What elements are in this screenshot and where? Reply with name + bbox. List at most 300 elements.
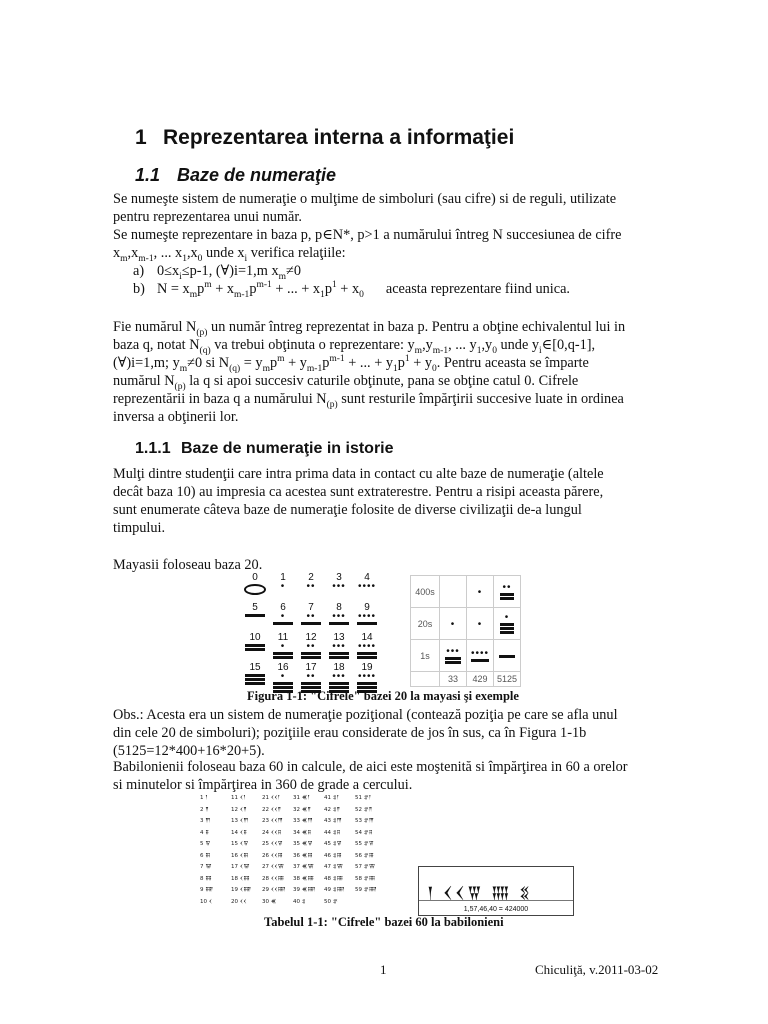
table-row: 400s • •• bbox=[411, 576, 521, 608]
cuneiform-icon: 𒌋 bbox=[208, 898, 213, 905]
numeral-label: 4 bbox=[200, 829, 206, 836]
babylon-column bbox=[262, 793, 292, 908]
numeral-label: 37 bbox=[293, 864, 302, 870]
maya-digit-label: 15 bbox=[249, 662, 261, 673]
numeral-label: 30 bbox=[262, 898, 271, 905]
numeral-label: 29 bbox=[262, 887, 271, 893]
total-value: 5125 bbox=[494, 672, 521, 687]
paragraph-base-p bbox=[113, 226, 655, 298]
cuneiform-icon: 𒐐𒁹 bbox=[363, 795, 372, 801]
dots-icon: ••• bbox=[332, 611, 346, 622]
babylon-column bbox=[293, 793, 323, 908]
cuneiform-icon: 𒐋 bbox=[205, 852, 211, 859]
cuneiform-icon: 𒌋𒌋𒐊 bbox=[270, 841, 283, 847]
numeral-label: 44 bbox=[324, 829, 333, 836]
cuneiform-icon: 𒌋𒌋𒐈 bbox=[270, 818, 283, 824]
numeral-label: 47 bbox=[324, 864, 333, 870]
bar-icon bbox=[329, 682, 349, 685]
numeral-label: 46 bbox=[324, 852, 333, 859]
dots-icon: •••• bbox=[357, 671, 376, 682]
babylon-numeral bbox=[262, 851, 292, 863]
dots-icon: • bbox=[280, 611, 286, 622]
maya-digit-label: 11 bbox=[277, 632, 289, 643]
cuneiform-icon: 𒐈 bbox=[205, 818, 211, 824]
maya-digit bbox=[326, 572, 352, 591]
babylon-numeral bbox=[324, 897, 354, 909]
numeral-label: 2 bbox=[200, 806, 206, 813]
maya-digit bbox=[326, 602, 352, 625]
bar-icon bbox=[301, 656, 321, 659]
cuneiform-icon: 𒌍𒐍 bbox=[301, 875, 315, 882]
babylon-numeral bbox=[324, 805, 354, 817]
cuneiform-icon: 𒐉 bbox=[205, 829, 210, 836]
cuneiform-icon: 𒐐 bbox=[332, 898, 338, 905]
numeral-label: 58 bbox=[355, 875, 364, 882]
cuneiform-icon: 𒌋𒐊 bbox=[239, 841, 249, 847]
numeral-label: 8 bbox=[200, 875, 206, 882]
babylon-numeral bbox=[293, 862, 323, 874]
numeral-label: 43 bbox=[324, 818, 333, 824]
cuneiform-icon: 𒌋𒌋𒁹 bbox=[270, 795, 280, 801]
maya-digit bbox=[242, 572, 268, 595]
babylon-example-box bbox=[418, 866, 574, 916]
babylon-numeral bbox=[200, 874, 230, 886]
numeral-label: 39 bbox=[293, 887, 302, 893]
cuneiform-icon: 𒐍 bbox=[205, 875, 212, 882]
text-line: inversa a obţinerii lor. bbox=[113, 409, 239, 425]
maya-digit bbox=[354, 632, 380, 659]
numeral-label: 21 bbox=[262, 795, 271, 801]
babylon-numeral bbox=[262, 816, 292, 828]
maya-digit-label: 18 bbox=[333, 662, 345, 673]
numeral-label: 9 bbox=[200, 887, 206, 893]
babylon-numeral bbox=[355, 874, 385, 886]
numeral-label: 38 bbox=[293, 875, 302, 882]
babylon-numeral bbox=[262, 897, 292, 909]
maya-digit-label: 5 bbox=[252, 602, 258, 613]
text-line: baza q, notat $N_{(q)}$ va trebui obţinuta o reprezentare: $y_m,y_{m-1}$, ... $y_1,y_0$ unde $y_i\in[0,q-1]$, bbox=[113, 337, 596, 356]
babylon-numeral bbox=[231, 839, 261, 851]
cuneiform-icon: 𒌍𒐊 bbox=[301, 841, 313, 847]
numeral-label: 25 bbox=[262, 841, 271, 847]
cuneiform-icon: 𒌍𒁹 bbox=[301, 795, 310, 801]
numeral-label: 18 bbox=[231, 875, 240, 882]
text-line: si minutelor si împărţirea in 360 de grade a cercului. bbox=[113, 777, 413, 793]
bar-icon bbox=[273, 656, 293, 659]
maya-digit-label: 7 bbox=[308, 602, 314, 613]
cuneiform-icon: 𒌋𒌋𒈫 bbox=[270, 806, 282, 813]
cuneiform-icon: 𒌍𒐋 bbox=[301, 852, 313, 859]
cuneiform-icon: 𒌋𒈫 bbox=[239, 806, 247, 813]
numeral-label: 56 bbox=[355, 852, 364, 859]
maya-digit-label: 10 bbox=[249, 632, 261, 643]
text-line: $x_m,x_{m-1}$, ... $x_1,x_0$ unde $x_i$ verifica relaţiile: bbox=[113, 245, 346, 264]
total-value: 429 bbox=[467, 672, 494, 687]
babylon-numeral bbox=[324, 851, 354, 863]
babylon-numeral bbox=[231, 805, 261, 817]
cuneiform-icon: 𒐏𒁹 bbox=[332, 795, 339, 801]
bar-icon bbox=[245, 674, 265, 677]
bar-icon bbox=[357, 682, 377, 685]
table-row bbox=[411, 672, 521, 687]
cuneiform-icon: 𒌋𒐉 bbox=[239, 829, 247, 836]
chapter-title: Reprezentarea interna a informaţiei bbox=[163, 126, 515, 149]
list-item-b: b) $N = x_mp^m + x_{m-1}p^{m-1}$ + ... + $x_1p^1 + x_0$ aceasta reprezentare fiind unica. bbox=[133, 280, 571, 300]
maya-digit-label: 13 bbox=[333, 632, 345, 643]
numeral-label: 27 bbox=[262, 864, 271, 870]
babylon-numeral bbox=[231, 874, 261, 886]
numeral-label: 12 bbox=[231, 806, 240, 813]
babylon-numeral bbox=[200, 793, 230, 805]
maya-digit bbox=[242, 662, 268, 685]
maya-digit-label: 16 bbox=[277, 662, 289, 673]
paragraph-observation bbox=[113, 706, 655, 760]
numeral-label: 6 bbox=[200, 852, 206, 859]
numeral-label: 52 bbox=[355, 806, 364, 813]
babylon-numeral bbox=[231, 851, 261, 863]
babylon-numeral bbox=[262, 828, 292, 840]
text-line: din cele 20 de simboluri); poziţiile erau considerate de jos în sus, ca în Figura 1-1b bbox=[113, 725, 587, 741]
numeral-label: 5 bbox=[200, 841, 206, 847]
dots-icon: •••• bbox=[357, 641, 376, 652]
numeral-label: 11 bbox=[231, 795, 240, 801]
babylon-numeral bbox=[324, 874, 354, 886]
cuneiform-icon: 𒐐𒐋 bbox=[363, 852, 374, 859]
dots-icon: ••• bbox=[332, 581, 346, 592]
cuneiform-icon: 𒐏𒈫 bbox=[332, 806, 341, 813]
cuneiform-icon: 𒁹 bbox=[205, 795, 208, 801]
cuneiform-icon: 𒐐𒐊 bbox=[363, 841, 374, 847]
text-line: Se numeşte reprezentare in baza p, p∈N*, p>1 a numărului întreg N succesiunea de cifre bbox=[113, 227, 622, 243]
babylon-numeral bbox=[324, 839, 354, 851]
paragraph-conversion bbox=[113, 318, 655, 426]
babylon-numeral bbox=[324, 862, 354, 874]
cuneiform-icon: 𒐐𒈫 bbox=[363, 806, 373, 813]
babylon-numeral bbox=[262, 793, 292, 805]
bar-icon bbox=[245, 644, 265, 647]
row-label: 1s bbox=[411, 640, 440, 672]
numeral-label: 35 bbox=[293, 841, 302, 847]
maya-digit bbox=[298, 632, 324, 659]
cuneiform-icon: 𒐏𒐎 bbox=[332, 887, 345, 893]
babylon-numeral bbox=[355, 793, 385, 805]
text-line: decât baza 10) au impresia ca acestea sunt extraterestre. Pentru a risipi aceasta părere, bbox=[113, 484, 604, 500]
cuneiform-icon: 𒐐𒐎 bbox=[363, 887, 377, 893]
babylon-numeral bbox=[200, 851, 230, 863]
numeral-label: 22 bbox=[262, 806, 271, 813]
babylon-numeral bbox=[200, 897, 230, 909]
cuneiform-icon: 𒌍 bbox=[270, 898, 277, 905]
maya-digit-label: 1 bbox=[280, 572, 286, 583]
babylon-numeral bbox=[324, 885, 354, 897]
babylon-numeral bbox=[200, 885, 230, 897]
bar-icon bbox=[357, 656, 377, 659]
cuneiform-icon: 𒐏𒐍 bbox=[332, 875, 344, 882]
numeral-label: 15 bbox=[231, 841, 240, 847]
text-line: Se numeşte sistem de numeraţie o mulţime de simboluri (sau cifre) si de reguli, utilizate bbox=[113, 191, 617, 207]
text-line: Babilonienii foloseau baza 60 in calcule, de aici este moştenită si împărţirea in 60 a orelor bbox=[113, 759, 628, 775]
babylon-numeral bbox=[231, 816, 261, 828]
cuneiform-icon: 𒐏𒐉 bbox=[332, 829, 341, 836]
numeral-label: 59 bbox=[355, 887, 364, 893]
numeral-label: 32 bbox=[293, 806, 302, 813]
cuneiform-icon: 𒌋𒌋𒐉 bbox=[270, 829, 282, 836]
numeral-label: 53 bbox=[355, 818, 364, 824]
bar-icon bbox=[273, 652, 293, 655]
babylon-numeral bbox=[200, 839, 230, 851]
babylon-numeral bbox=[262, 862, 292, 874]
babylon-numeral bbox=[231, 885, 261, 897]
cuneiform-icon: 𒐐𒐌 bbox=[363, 864, 376, 870]
cuneiform-icon: 𒌋𒐌 bbox=[239, 864, 250, 870]
list-item-a: a) $0\le x_i\le p-1$, (∀)i=1,m $x_m\ne 0$ bbox=[133, 263, 301, 282]
numeral-label: 49 bbox=[324, 887, 333, 893]
bar-icon bbox=[245, 682, 265, 685]
text-line: numărul $N_{(p)}$ la q si apoi succesiv caturile obţinute, pana se obţine catul 0. Cifrele bbox=[113, 373, 579, 392]
paragraph-history bbox=[113, 465, 655, 537]
maya-digit-label: 6 bbox=[280, 602, 286, 613]
numeral-label: 17 bbox=[231, 864, 240, 870]
babylon-numeral bbox=[355, 828, 385, 840]
bar-icon bbox=[245, 614, 265, 617]
section-number: 1.1 bbox=[135, 165, 161, 185]
paragraph-definition bbox=[113, 190, 655, 226]
section-heading bbox=[135, 165, 336, 186]
numeral-label: 50 bbox=[324, 898, 333, 905]
babylon-numeral bbox=[355, 851, 385, 863]
total-value: 33 bbox=[440, 672, 467, 687]
babylon-numeral bbox=[200, 816, 230, 828]
numeral-label: 1 bbox=[200, 795, 206, 801]
babylon-numeral bbox=[200, 862, 230, 874]
cuneiform-icon: 𒌍𒈫 bbox=[301, 806, 311, 813]
dots-icon: •••• bbox=[357, 611, 376, 622]
text-line: pentru reprezentarea unui număr. bbox=[113, 209, 302, 225]
cuneiform-icon: 𒌋𒐍 bbox=[239, 875, 250, 882]
maya-intro bbox=[113, 556, 655, 574]
maya-digit-label: 8 bbox=[336, 602, 342, 613]
babylon-numeral bbox=[355, 885, 385, 897]
chapter-number: 1 bbox=[135, 126, 147, 149]
text-line: Fie numărul $N_{(p)}$ un număr întreg reprezentat in baza p. Pentru a obţine echivalentul lui in bbox=[113, 319, 626, 338]
numeral-label: 7 bbox=[200, 864, 206, 870]
cuneiform-icon: 𒐎 bbox=[205, 887, 214, 893]
babylon-numeral bbox=[293, 851, 323, 863]
numeral-label: 10 bbox=[200, 898, 209, 905]
numeral-label: 28 bbox=[262, 875, 271, 882]
cuneiform-icon: 𒌋𒌋𒐋 bbox=[270, 852, 283, 859]
numeral-label: 41 bbox=[324, 795, 333, 801]
babylon-column bbox=[355, 793, 385, 897]
babylon-numeral bbox=[200, 828, 230, 840]
bar-icon bbox=[329, 656, 349, 659]
bar-icon bbox=[329, 652, 349, 655]
babylon-numeral bbox=[293, 874, 323, 886]
numeral-label: 24 bbox=[262, 829, 271, 836]
cuneiform-icon: 𒌋𒌋𒐍 bbox=[270, 875, 285, 882]
maya-digit bbox=[270, 632, 296, 659]
table-row: 1s ••• •••• bbox=[411, 640, 521, 672]
bar-icon bbox=[301, 652, 321, 655]
numeral-label: 34 bbox=[293, 829, 302, 836]
numeral-label: 57 bbox=[355, 864, 364, 870]
numeral-label: 36 bbox=[293, 852, 302, 859]
cuneiform-icon: 𒐏𒐈 bbox=[332, 818, 342, 824]
dots-icon: ••• bbox=[332, 671, 346, 682]
babylon-numeral bbox=[355, 839, 385, 851]
maya-digit bbox=[298, 602, 324, 625]
maya-digits-grid bbox=[242, 572, 382, 690]
dots-icon: ••• bbox=[332, 641, 346, 652]
maya-digit-label: 14 bbox=[361, 632, 373, 643]
maya-digit-label: 3 bbox=[336, 572, 342, 583]
numeral-label: 55 bbox=[355, 841, 364, 847]
babylon-numeral bbox=[231, 862, 261, 874]
numeral-label: 31 bbox=[293, 795, 302, 801]
babylon-column bbox=[231, 793, 261, 908]
maya-digit-label: 2 bbox=[308, 572, 314, 583]
numeral-label: 19 bbox=[231, 887, 240, 893]
babylon-numeral bbox=[324, 828, 354, 840]
numeral-label: 51 bbox=[355, 795, 364, 801]
numeral-label: 54 bbox=[355, 829, 364, 836]
cuneiform-icon: 𒐐𒐍 bbox=[363, 875, 376, 882]
numeral-label: 23 bbox=[262, 818, 271, 824]
babylon-numeral bbox=[293, 793, 323, 805]
numeral-label: 42 bbox=[324, 806, 333, 813]
text-line: (5125=12*400+16*20+5). bbox=[113, 743, 265, 759]
maya-digit-label: 4 bbox=[364, 572, 370, 583]
table-row: 20s • • • bbox=[411, 608, 521, 640]
page-number: 1 bbox=[380, 962, 387, 977]
example-value: 1,57,46,40 = 424000 bbox=[463, 906, 529, 913]
dots-icon: • bbox=[280, 581, 286, 592]
text-line: Mayasii foloseau baza 20. bbox=[113, 557, 263, 573]
cuneiform-icon: 𒌋𒌋𒐌 bbox=[270, 864, 285, 870]
numeral-label: 48 bbox=[324, 875, 333, 882]
subsection-number: 1.1.1 bbox=[135, 440, 171, 457]
maya-digit bbox=[270, 602, 296, 625]
dots-icon: • bbox=[280, 641, 286, 652]
maya-digit bbox=[298, 572, 324, 591]
babylon-numeral bbox=[293, 897, 323, 909]
cuneiform-icon: 𒌋𒐎 bbox=[239, 887, 252, 893]
babylon-numeral bbox=[324, 793, 354, 805]
maya-digit bbox=[354, 602, 380, 625]
babylon-numeral bbox=[293, 828, 323, 840]
cuneiform-icon: 𒐏 bbox=[301, 898, 306, 905]
babylon-column bbox=[200, 793, 230, 908]
numeral-label: 3 bbox=[200, 818, 206, 824]
row-label: 400s bbox=[411, 576, 440, 608]
dots-icon: •• bbox=[306, 671, 316, 682]
cuneiform-icon: 𒐐𒐈 bbox=[363, 818, 374, 824]
babylon-numeral bbox=[324, 816, 354, 828]
babylon-column bbox=[324, 793, 354, 908]
subsection-title: Baze de numeraţie in istorie bbox=[181, 440, 394, 457]
numeral-label: 14 bbox=[231, 829, 240, 836]
numeral-label: 26 bbox=[262, 852, 271, 859]
cuneiform-icon: 𒐌 bbox=[205, 864, 212, 870]
chapter-heading bbox=[135, 126, 514, 150]
dots-icon: •• bbox=[306, 611, 316, 622]
numeral-label: 40 bbox=[293, 898, 302, 905]
maya-digit-label: 9 bbox=[364, 602, 370, 613]
maya-digit-label: 12 bbox=[305, 632, 317, 643]
babylon-numeral bbox=[262, 805, 292, 817]
babylon-numeral bbox=[293, 839, 323, 851]
babylon-numeral bbox=[293, 805, 323, 817]
babylon-numeral bbox=[355, 805, 385, 817]
babylon-numeral bbox=[262, 874, 292, 886]
dots-icon: • bbox=[280, 671, 286, 682]
bar-icon bbox=[329, 622, 349, 625]
babylon-numeral bbox=[231, 897, 261, 909]
numeral-label: 33 bbox=[293, 818, 302, 824]
text-line: Obs.: Acesta era un sistem de numeraţie poziţional (contează poziţia pe care se afla unul bbox=[113, 707, 618, 723]
babylon-numeral bbox=[231, 828, 261, 840]
babylon-numeral bbox=[262, 839, 292, 851]
cuneiform-icon: 𒈫 bbox=[205, 806, 209, 813]
babylon-numeral bbox=[293, 816, 323, 828]
cuneiform-icon: 𒌍𒐈 bbox=[301, 818, 313, 824]
babylon-digits-grid bbox=[200, 793, 388, 919]
bar-icon bbox=[301, 622, 321, 625]
numeral-label: 20 bbox=[231, 898, 240, 905]
maya-digit bbox=[242, 632, 268, 651]
cuneiform-symbols-icon: 𒁹 𒌋𒌋𒐊 𒐍 𒐏 bbox=[427, 883, 533, 902]
maya-digit-label: 0 bbox=[252, 572, 258, 583]
cuneiform-icon: 𒌍𒐉 bbox=[301, 829, 312, 836]
babylon-numeral bbox=[293, 885, 323, 897]
babylon-numeral bbox=[231, 793, 261, 805]
cuneiform-icon: 𒌋𒌋𒐎 bbox=[270, 887, 286, 893]
numeral-label: 45 bbox=[324, 841, 333, 847]
cuneiform-icon: 𒌍𒐌 bbox=[301, 864, 315, 870]
cuneiform-icon: 𒌋𒁹 bbox=[239, 795, 246, 801]
cuneiform-icon: 𒌍𒐎 bbox=[301, 887, 316, 893]
maya-digit bbox=[354, 572, 380, 591]
text-line: sunt enumerate câteva baze de numeraţie folosite de diverse civilizaţii de-a lungul bbox=[113, 502, 582, 518]
text-line: Mulţi dintre studenţii care intra prima data in contact cu alte baze de numeraţie (altele bbox=[113, 466, 604, 482]
babylon-numeral bbox=[355, 816, 385, 828]
text-line: reprezentării in baza q a numărului $N_{(p)}$ sunt resturile împărţirii succesive luate in ordinea bbox=[113, 391, 624, 410]
section-title: Baze de numeraţie bbox=[177, 165, 337, 185]
bar-icon bbox=[245, 648, 265, 651]
bar-icon bbox=[301, 682, 321, 685]
bar-icon bbox=[245, 678, 265, 681]
maya-example-table bbox=[410, 575, 521, 687]
babylon-numeral bbox=[355, 862, 385, 874]
cuneiform-icon: 𒐐𒐉 bbox=[363, 829, 373, 836]
paragraph-babylon bbox=[113, 758, 655, 794]
cuneiform-icon: 𒐏𒐊 bbox=[332, 841, 342, 847]
cuneiform-icon: 𒌋𒌋 bbox=[239, 898, 247, 905]
text-line: timpului. bbox=[113, 520, 166, 536]
cuneiform-icon: 𒐏𒐌 bbox=[332, 864, 344, 870]
cuneiform-icon: 𒌋𒐈 bbox=[239, 818, 249, 824]
shell-icon bbox=[244, 584, 266, 595]
cuneiform-icon: 𒌋𒐋 bbox=[239, 852, 249, 859]
footer-author: Chiculiţă, v.2011-03-02 bbox=[535, 962, 659, 977]
cuneiform-icon: 𒐏𒐋 bbox=[332, 852, 342, 859]
maya-digit bbox=[326, 632, 352, 659]
figure-caption: Figura 1-1: "Cifrele" bazei 20 la mayasi şi exemple bbox=[247, 689, 519, 703]
dots-icon: •••• bbox=[357, 581, 376, 592]
babylon-numeral bbox=[200, 805, 230, 817]
text-line: (∀)i=1,m; $y_m\ne 0$ si $N_{(q)} = y_mp^m + y_{m-1}p^{m-1}$ + ... + $y_1p^1 + y_0$. Pentru aceasta se împarte bbox=[113, 354, 589, 374]
dots-icon: •• bbox=[306, 581, 316, 592]
